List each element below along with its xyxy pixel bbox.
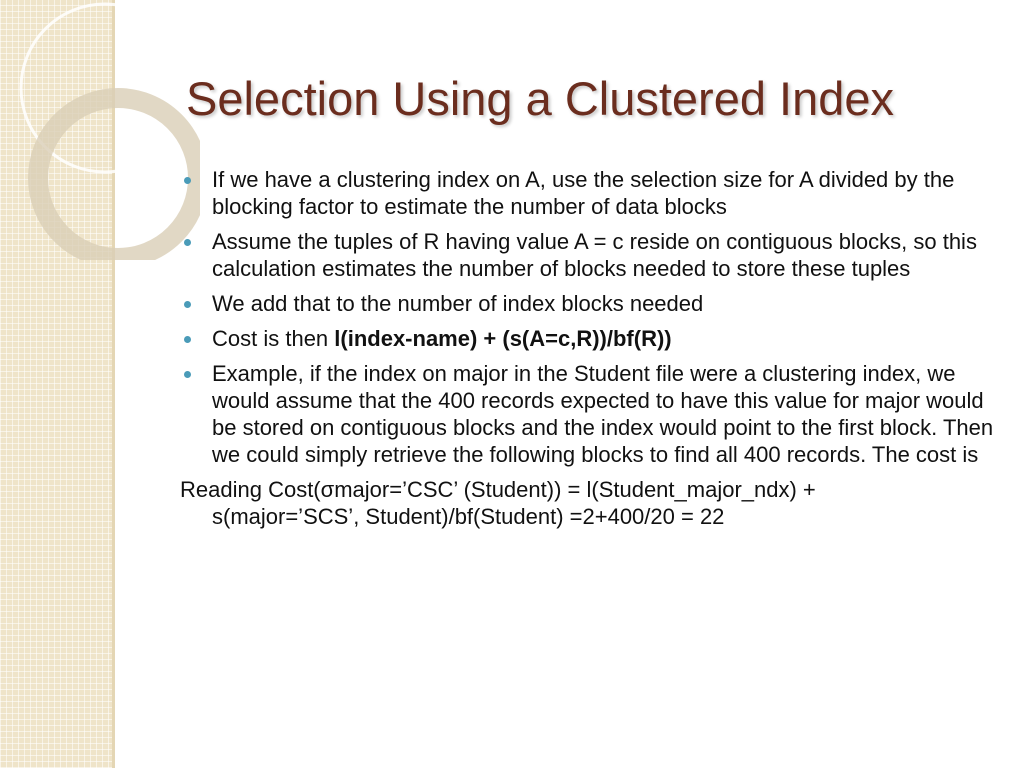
slide-body bbox=[180, 166, 995, 530]
bullet-item bbox=[180, 360, 995, 468]
reading-cost-line-2: s(major=’SCS’, Student)/bf(Student) =2+400/20 = 22 bbox=[212, 504, 725, 529]
bullet-icon bbox=[184, 371, 191, 378]
bullet-text: We add that to the number of index blocks needed bbox=[212, 291, 704, 316]
decorative-circles bbox=[0, 0, 200, 260]
bullet-text-prefix: Cost is then bbox=[212, 326, 335, 351]
reading-cost-line-1: Reading Cost(σmajor=’CSC’ (Student)) = l(Student_major_ndx) + bbox=[180, 477, 816, 502]
bullet-text: Assume the tuples of R having value A = c reside on contiguous blocks, so this calculation estimates the number of blocks needed to store these tuples bbox=[212, 229, 977, 281]
decorative-circle-small bbox=[38, 98, 198, 258]
bullet-icon bbox=[184, 301, 191, 308]
bullet-text: If we have a clustering index on A, use the selection size for A divided by the blocking factor to estimate the number of data blocks bbox=[212, 167, 955, 219]
bullet-item bbox=[180, 166, 995, 220]
cost-formula: l(index-name) + (s(A=c,R))/bf(R)) bbox=[334, 326, 672, 351]
bullet-icon bbox=[184, 239, 191, 246]
slide-title: Selection Using a Clustered Index bbox=[186, 72, 895, 125]
bullet-item bbox=[180, 290, 995, 317]
bullet-icon bbox=[184, 177, 191, 184]
bullet-item bbox=[180, 228, 995, 282]
bullet-list bbox=[180, 166, 995, 468]
reading-cost-formula bbox=[180, 476, 995, 530]
bullet-icon bbox=[184, 336, 191, 343]
bullet-item bbox=[180, 325, 995, 352]
bullet-text: Example, if the index on major in the Student file were a clustering index, we would assume that the 400 records expected to have this value for major would be stored on contiguous blocks and the index would point to the first block. Then we could simply retrieve the following blocks to find all 400 records. The cost is bbox=[212, 361, 994, 467]
